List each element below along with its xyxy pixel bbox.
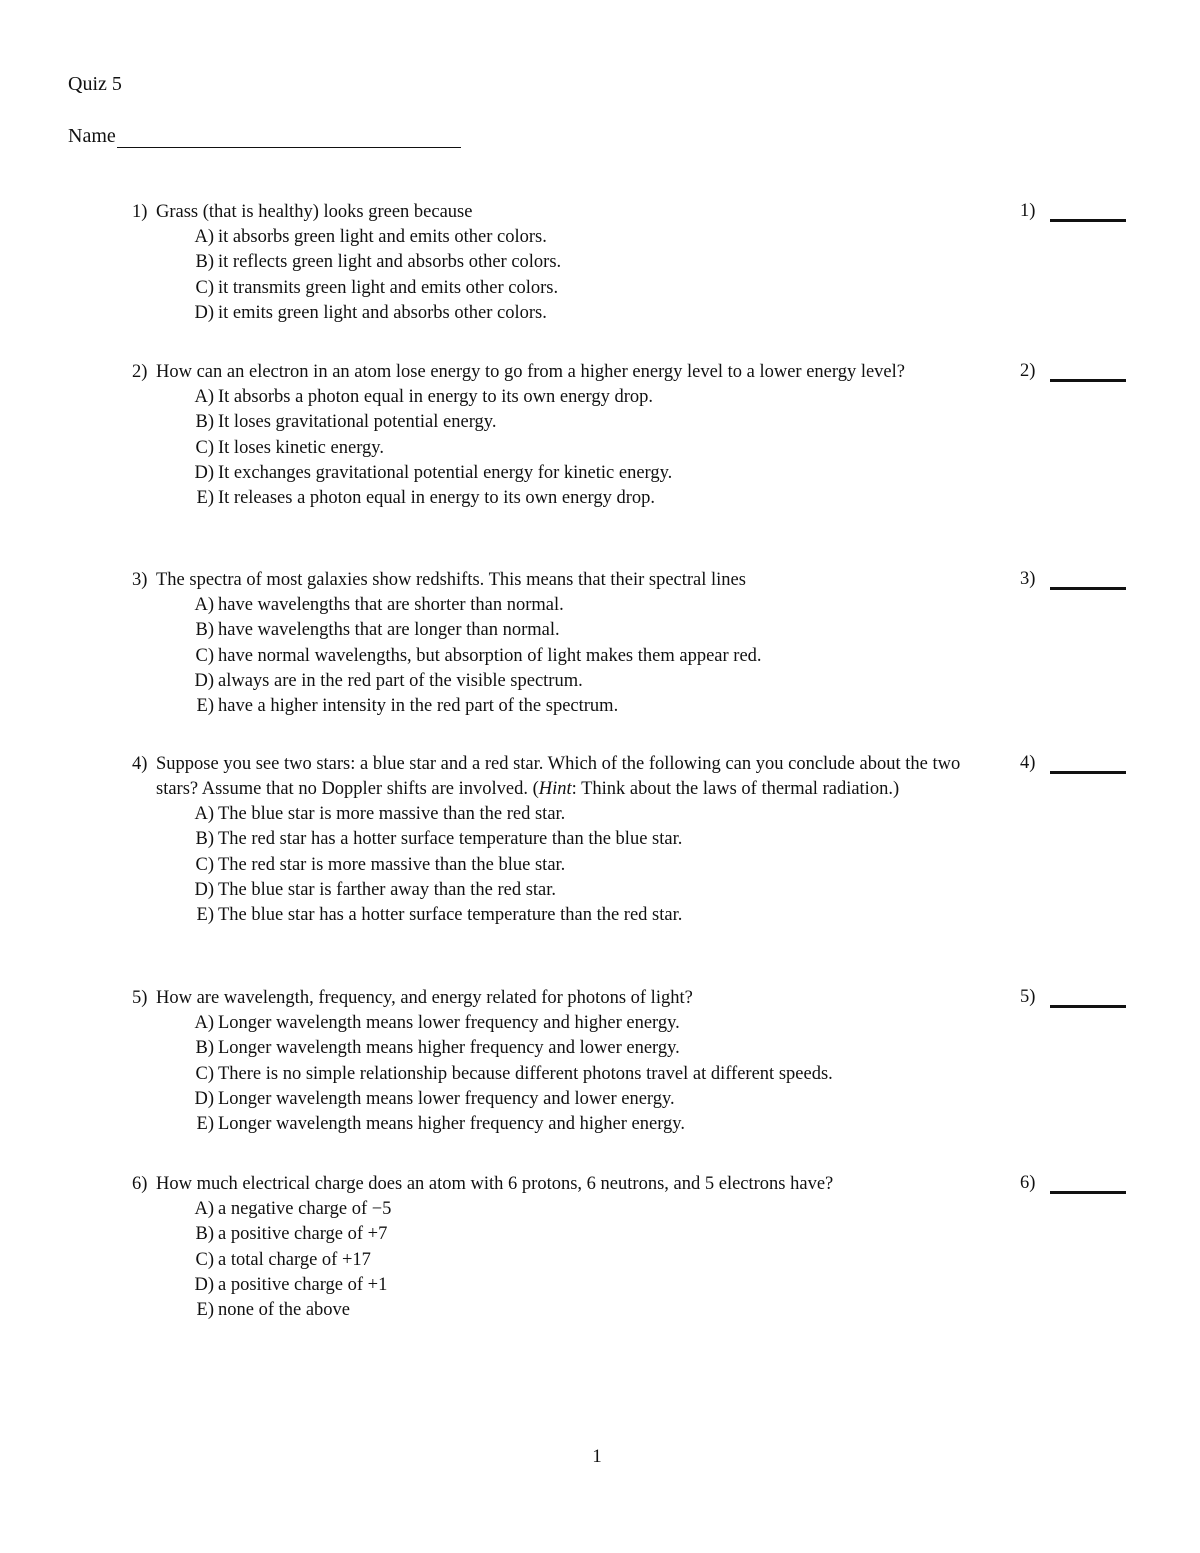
choice-letter: C) xyxy=(195,645,214,666)
choice-c[interactable] xyxy=(184,1248,1132,1273)
question-2 xyxy=(132,360,1132,511)
choice-e[interactable] xyxy=(184,694,1132,719)
choice-text: have a higher intensity in the red part of the spectrum. xyxy=(218,696,619,717)
choice-letter: D) xyxy=(194,1274,214,1295)
choice-text: It releases a photon equal in energy to its own energy drop. xyxy=(218,488,656,509)
choice-text: It exchanges gravitational potential energy for kinetic energy. xyxy=(218,462,673,483)
question-number: 1) xyxy=(132,202,148,222)
choice-a[interactable] xyxy=(184,385,1132,410)
answer-number: 3) xyxy=(1020,569,1036,589)
choice-a[interactable] xyxy=(184,225,1132,250)
choice-d[interactable] xyxy=(184,878,1132,903)
choice-text: The blue star is farther away than the red star. xyxy=(218,879,557,900)
choice-d[interactable] xyxy=(184,1273,1132,1298)
question-6 xyxy=(132,1172,1132,1323)
choice-letter: E) xyxy=(196,1300,214,1321)
question-stem: The spectra of most galaxies show redshifts. This means that their spectral lines xyxy=(156,570,746,590)
question-stem: How can an electron in an atom lose energy to go from a higher energy level to a lower energy level? xyxy=(156,362,905,382)
question-number: 4) xyxy=(132,754,148,774)
choice-list xyxy=(184,802,1132,928)
choice-letter: C) xyxy=(195,1249,214,1270)
answer-slot-4[interactable] xyxy=(1020,752,1126,774)
choice-c[interactable] xyxy=(184,644,1132,669)
choice-c[interactable] xyxy=(184,436,1132,461)
question-stem: How much electrical charge does an atom with 6 protons, 6 neutrons, and 5 electrons have? xyxy=(156,1174,834,1194)
answer-slot-1[interactable] xyxy=(1020,200,1126,222)
answer-number: 6) xyxy=(1020,1173,1036,1193)
answer-number: 5) xyxy=(1020,987,1036,1007)
choice-letter: B) xyxy=(195,829,214,850)
choice-e[interactable] xyxy=(184,1112,1132,1137)
choice-d[interactable] xyxy=(184,461,1132,486)
choice-b[interactable] xyxy=(184,827,1132,852)
choice-c[interactable] xyxy=(184,1062,1132,1087)
choice-letter: B) xyxy=(195,1038,214,1059)
choice-a[interactable] xyxy=(184,1197,1132,1222)
choice-letter: B) xyxy=(195,1224,214,1245)
choice-text: a positive charge of +1 xyxy=(218,1274,388,1295)
choice-letter: C) xyxy=(195,277,214,298)
choice-e[interactable] xyxy=(184,903,1132,928)
answer-slot-5[interactable] xyxy=(1020,986,1126,1008)
choice-letter: A) xyxy=(194,227,214,247)
question-stem: How are wavelength, frequency, and energy related for photons of light? xyxy=(156,988,693,1008)
choice-text: The red star is more massive than the blue star. xyxy=(218,854,566,875)
name-field[interactable] xyxy=(68,124,461,148)
choice-letter: D) xyxy=(194,462,214,483)
choice-list xyxy=(184,225,1132,326)
choice-d[interactable] xyxy=(184,301,1132,326)
choice-text: The red star has a hotter surface temperature than the blue star. xyxy=(218,829,683,850)
page-title: Quiz 5 xyxy=(68,73,122,95)
question-number: 2) xyxy=(132,362,148,382)
choice-text: There is no simple relationship because different photons travel at different speeds. xyxy=(218,1063,833,1084)
choice-letter: B) xyxy=(195,620,214,641)
choice-a[interactable] xyxy=(184,802,1132,827)
choice-letter: D) xyxy=(194,879,214,900)
choice-text: have normal wavelengths, but absorption of light makes them appear red. xyxy=(218,645,762,666)
choice-list xyxy=(184,1197,1132,1323)
choice-text: none of the above xyxy=(218,1300,351,1321)
answer-number: 1) xyxy=(1020,201,1036,221)
choice-letter: A) xyxy=(194,804,214,824)
choice-text: have wavelengths that are longer than normal. xyxy=(218,620,560,641)
choice-b[interactable] xyxy=(184,1036,1132,1061)
question-number: 6) xyxy=(132,1174,148,1194)
choice-list xyxy=(184,385,1132,511)
choice-text: Longer wavelength means lower frequency and lower energy. xyxy=(218,1088,675,1109)
choice-text: The blue star has a hotter surface temperature than the red star. xyxy=(218,905,683,926)
choice-b[interactable] xyxy=(184,250,1132,275)
question-number: 3) xyxy=(132,570,148,590)
answer-slot-3[interactable] xyxy=(1020,568,1126,590)
choice-letter: E) xyxy=(196,696,214,717)
choice-b[interactable] xyxy=(184,410,1132,435)
choice-letter: E) xyxy=(196,905,214,926)
answer-blank-line[interactable] xyxy=(1050,757,1126,774)
choice-b[interactable] xyxy=(184,618,1132,643)
answer-blank-line[interactable] xyxy=(1050,1177,1126,1194)
choice-text: Longer wavelength means lower frequency and higher energy. xyxy=(218,1013,680,1033)
choice-text: a total charge of +17 xyxy=(218,1249,371,1270)
answer-blank-line[interactable] xyxy=(1050,205,1126,222)
question-4 xyxy=(132,752,1132,928)
choice-text: It loses kinetic energy. xyxy=(218,437,384,458)
choice-letter: C) xyxy=(195,854,214,875)
choice-letter: D) xyxy=(194,670,214,691)
choice-text: it reflects green light and absorbs other colors. xyxy=(218,252,562,273)
choice-e[interactable] xyxy=(184,486,1132,511)
choice-list xyxy=(184,593,1132,719)
choice-letter: E) xyxy=(196,1114,214,1135)
choice-c[interactable] xyxy=(184,853,1132,878)
choice-c[interactable] xyxy=(184,276,1132,301)
choice-letter: A) xyxy=(194,1199,214,1219)
choice-letter: A) xyxy=(194,595,214,615)
stem-text: : Think about the laws of thermal radiation.) xyxy=(571,779,900,799)
choice-a[interactable] xyxy=(184,1011,1132,1036)
choice-text: always are in the red part of the visible spectrum. xyxy=(218,670,583,691)
choice-letter: D) xyxy=(194,1088,214,1109)
answer-blank-line[interactable] xyxy=(1050,573,1126,590)
question-1 xyxy=(132,200,1132,326)
choice-letter: E) xyxy=(196,488,214,509)
choice-text: have wavelengths that are shorter than normal. xyxy=(218,595,564,615)
choice-text: it transmits green light and emits other colors. xyxy=(218,277,559,298)
choice-text: it emits green light and absorbs other colors. xyxy=(218,302,547,323)
choice-text: It absorbs a photon equal in energy to its own energy drop. xyxy=(218,387,654,407)
choice-letter: B) xyxy=(195,252,214,273)
choice-text: a positive charge of +7 xyxy=(218,1224,388,1245)
choice-text: Longer wavelength means higher frequency and higher energy. xyxy=(218,1114,685,1135)
choice-text: a negative charge of −5 xyxy=(218,1199,392,1219)
choice-letter: A) xyxy=(194,1013,214,1033)
answer-blank-line[interactable] xyxy=(1050,991,1126,1008)
stem-text: Suppose you see two stars: a blue star and a red star. Which of the following can you conclude about the two stars? Assume that no Doppler shifts are involved. ( xyxy=(156,754,961,799)
choice-text: it absorbs green light and emits other colors. xyxy=(218,227,547,247)
hint-label: Hint xyxy=(538,779,572,799)
choice-e[interactable] xyxy=(184,1298,1132,1323)
question-number: 5) xyxy=(132,988,148,1008)
choice-b[interactable] xyxy=(184,1222,1132,1247)
choice-letter: C) xyxy=(195,437,214,458)
page-number: 1 xyxy=(592,1446,602,1467)
choice-text: It loses gravitational potential energy. xyxy=(218,412,497,433)
choice-list xyxy=(184,1011,1132,1137)
question-stem: Grass (that is healthy) looks green because xyxy=(156,202,473,222)
question-5 xyxy=(132,986,1132,1137)
question-3 xyxy=(132,568,1132,719)
question-stem xyxy=(156,752,1006,802)
answer-blank-line[interactable] xyxy=(1050,365,1126,382)
choice-text: The blue star is more massive than the red star. xyxy=(218,804,566,824)
answer-number: 4) xyxy=(1020,753,1036,773)
choice-d[interactable] xyxy=(184,1087,1132,1112)
choice-letter: D) xyxy=(194,302,214,323)
answer-slot-6[interactable] xyxy=(1020,1172,1126,1194)
name-label: Name xyxy=(68,125,116,147)
answer-number: 2) xyxy=(1020,361,1036,381)
choice-letter: A) xyxy=(194,387,214,407)
choice-letter: C) xyxy=(195,1063,214,1084)
choice-a[interactable] xyxy=(184,593,1132,618)
choice-d[interactable] xyxy=(184,669,1132,694)
name-blank-line[interactable] xyxy=(117,129,461,148)
choice-text: Longer wavelength means higher frequency and lower energy. xyxy=(218,1038,680,1059)
answer-slot-2[interactable] xyxy=(1020,360,1126,382)
choice-letter: B) xyxy=(195,412,214,433)
